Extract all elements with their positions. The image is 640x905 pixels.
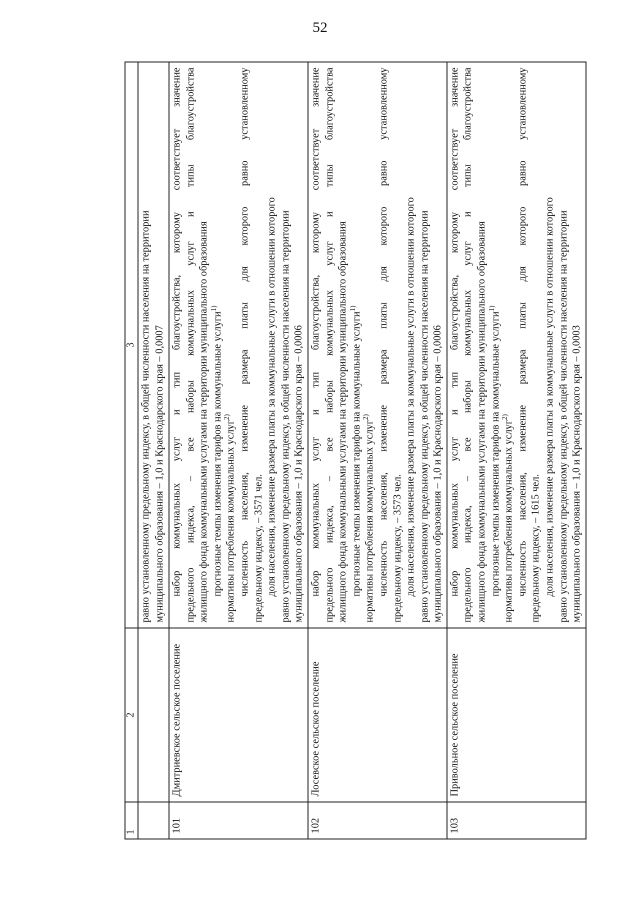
text-line [502,67,516,622]
cell-row-number: 103 [446,802,585,839]
text-line [211,67,225,622]
table-row [169,62,308,839]
text-line: предельному индексу, – 1615 чел. [530,473,542,622]
text-line [350,67,364,622]
text-line-label: прогнозные темпы изменения тарифов на коммунальные услуги [211,310,223,596]
cell-settlement-name: Привольное сельское поселение [446,628,585,802]
text-line: численность населения, изменение размера платы для которого равно установленному [516,67,528,596]
text-line: равно установленному предельному индексу, в общей численности населения на территории [279,209,291,622]
cell-description [446,62,585,628]
text-line: равно установленному предельному индексу, в общей численности населения на территории [418,209,430,622]
text-line: предельному индексу, – 3573 чел. [391,473,403,622]
text-line: предельного индекса, – все наборы коммунальных услуг и типы благоустройства [462,67,474,622]
text-line: равно установленному предельному индексу, в общей численности населения на территории [557,209,569,622]
text-line [224,67,238,622]
text-line: муниципального образования – 1,0 и Краснодарского края – 0,0006 [293,324,305,622]
text-line [489,67,503,622]
text-line: муниципального образования – 1,0 и Краснодарского края – 0,0007 [153,324,165,622]
text-line-label: прогнозные темпы изменения тарифов на коммунальные услуги [489,310,501,596]
text-line: доля населения, изменение размера платы за коммунальные услуги в отношении которого [544,196,556,596]
cell-name-empty [138,628,169,802]
text-line: равно установленному предельному индексу, в общей численности населения на территории [140,209,151,622]
page-number: 52 [312,20,328,36]
text-line-label: нормативы потребления коммунальных услуг [225,419,237,622]
cell-description [307,62,446,628]
text-line: численность населения, изменение размера платы для которого равно установленному [377,67,389,596]
cell-row-number: 101 [169,802,308,839]
data-table [124,61,586,839]
footnote-marker: 2) [361,413,370,420]
text-line: набор коммунальных услуг и тип благоустройства, которому соответствует значение [448,67,460,596]
text-line: набор коммунальных услуг и тип благоустройства, которому соответствует значение [171,67,182,596]
cell-description [138,62,169,628]
text-line [363,67,377,622]
cell-settlement-name: Лосевское сельское поселение [307,628,446,802]
footnote-marker: 2) [222,413,231,420]
cell-num-empty [138,802,169,839]
table-header-row [125,62,138,839]
header-col-3: 3 [125,62,138,628]
text-line: набор коммунальных услуг и тип благоустройства, которому соответствует значение [309,67,321,596]
text-line: муниципального образования – 1,0 и Краснодарского края – 0,0003 [571,324,583,622]
text-line: доля населения, изменение размера платы за коммунальные услуги в отношении которого [266,196,278,596]
text-line: доля населения, изменение размера платы за коммунальные услуги в отношении которого [405,196,417,596]
footnote-marker: 1) [209,305,218,311]
text-line: жилищного фонда коммунальными услугами на территории муниципального образования [198,220,210,622]
cell-settlement-name: Дмитриевское сельское поселение [169,628,308,802]
rotated-table-container [124,61,607,839]
footnote-marker: 2) [500,413,509,420]
table-row-continuation [138,62,169,839]
footnote-marker: 1) [348,305,357,311]
text-line: предельного индекса, – все наборы коммунальных услуг и типы благоустройства [184,67,196,622]
text-line-label: прогнозные темпы изменения тарифов на коммунальные услуги [350,310,362,596]
text-line-label: нормативы потребления коммунальных услуг [503,419,515,622]
text-line: предельного индекса, – все наборы коммунальных услуг и типы благоустройства [323,67,335,622]
cell-row-number: 102 [307,802,446,839]
text-line: жилищного фонда коммунальными услугами на территории муниципального образования [337,220,349,622]
text-line: численность населения, изменение размера платы для которого равно установленному [238,67,250,596]
header-col-2: 2 [125,628,138,802]
text-line: предельному индексу, – 3571 чел. [252,473,264,622]
footnote-marker: 1) [487,305,496,311]
table-row [307,62,446,839]
text-line: жилищного фонда коммунальными услугами на территории муниципального образования [476,220,488,622]
cell-description [169,62,308,628]
text-line: муниципального образования – 1,0 и Краснодарского края – 0,0006 [432,324,444,622]
table-row [446,62,585,839]
header-col-1: 1 [125,802,138,839]
text-line-label: нормативы потребления коммунальных услуг [364,419,376,622]
